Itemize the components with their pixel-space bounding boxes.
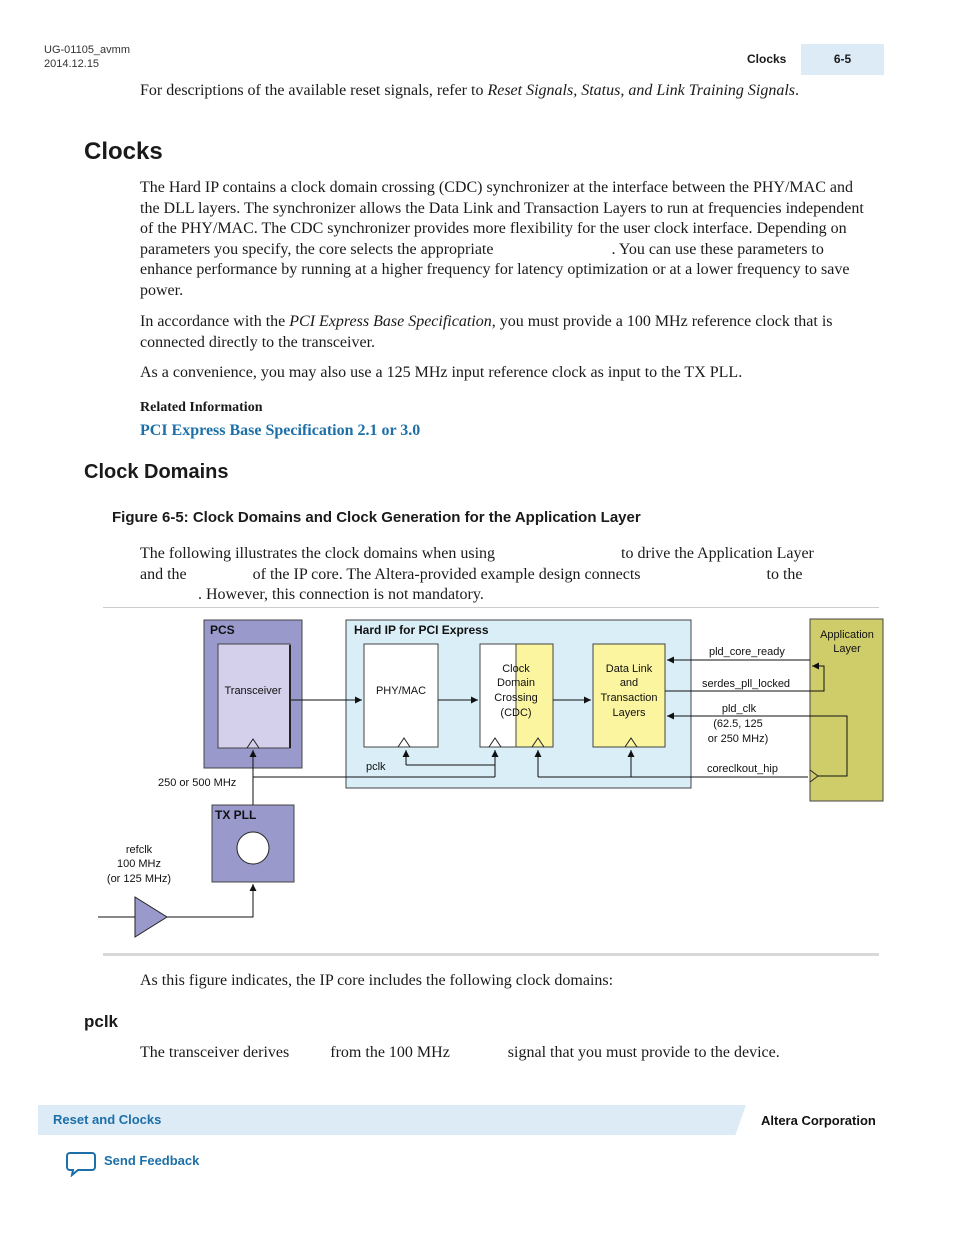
clock-domains-heading: Clock Domains <box>84 461 229 483</box>
intro-text: For descriptions of the available reset signals, refer to <box>140 82 488 99</box>
header-page-number: 6-5 <box>801 44 884 75</box>
app-line-2: Layer <box>833 643 861 655</box>
related-information-label: Related Information <box>140 400 263 415</box>
clocks-paragraph-3: As a convenience, you may also use a 125 MHz input reference clock as input to the TX PLL. <box>140 364 743 381</box>
clocks-paragraph-1 <box>140 178 875 301</box>
clocks-heading: Clocks <box>84 138 163 165</box>
fig-desc-1b: to drive the Application Layer <box>621 545 814 562</box>
serdes-pll-locked-label: serdes_pll_locked <box>702 678 791 690</box>
intro-paragraph <box>140 81 875 102</box>
pclk-heading: pclk <box>84 1012 119 1031</box>
intro-reference[interactable]: Reset Signals, Status, and Link Training Signals <box>487 82 796 99</box>
feedback-speech-bubble-icon[interactable] <box>66 1151 96 1177</box>
pld-clk-line-2: (62.5, 125 <box>713 718 763 730</box>
figure-bottom-rule <box>103 953 879 956</box>
document-id <box>44 43 130 71</box>
pld-core-ready-label: pld_core_ready <box>709 646 785 658</box>
dll-line-1: Data Link <box>605 663 653 675</box>
header-section-title: Clocks <box>747 52 787 66</box>
clocks-para1-end: . You can use these parameters to enhance performance by running at a higher frequency for latency optimization or at a lower frequency to save power. <box>140 240 850 299</box>
cdc-line-2: Domain <box>497 677 535 689</box>
fig-desc-3: . However, this connection is not mandatory. <box>198 586 484 603</box>
dll-line-4: Layers <box>612 707 646 719</box>
pclk-text-b: from the 100 MHz <box>330 1044 450 1061</box>
fig-desc-2a: and the <box>140 565 187 583</box>
pclk-text-a: The transceiver derives <box>140 1044 290 1061</box>
clocks-para1-text: The Hard IP contains a clock domain crossing (CDC) synchronizer at the interface between the PHY/MAC and the DLL layers. The synchronizer allows the Data Link and Transaction Layers to run at frequencies independent of the PHY/MAC. The CDC synchronizer provides more flexibility for the user clock interface. Depending on parameters you specify, the core selects the appropriate <box>140 179 864 258</box>
cdc-line-1: Clock <box>502 663 530 675</box>
freq-label: 250 or 500 MHz <box>158 777 237 789</box>
pclk-paragraph <box>140 1043 875 1064</box>
clocks-para2-italic: PCI Express Base Specification <box>289 313 492 330</box>
pll-oscillator-icon <box>237 832 269 864</box>
send-feedback-link[interactable]: Send Feedback <box>104 1153 200 1168</box>
footer-company: Altera Corporation <box>761 1113 876 1128</box>
refclk-line-1: refclk <box>125 844 153 856</box>
phymac-label: PHY/MAC <box>375 685 427 697</box>
dll-line-2: and <box>619 677 639 689</box>
cdc-line-4: (CDC) <box>500 707 532 719</box>
refclk-buffer-icon <box>135 897 167 937</box>
after-figure-paragraph: As this figure indicates, the IP core includes the following clock domains: <box>140 972 614 989</box>
figure-description <box>140 544 875 606</box>
doc-id-text: UG-01105_avmm <box>44 44 130 56</box>
doc-date: 2014.12.15 <box>44 58 100 70</box>
fig-desc-2b: of the IP core. The Altera-provided example design connects <box>252 565 641 583</box>
transceiver-label: Transceiver <box>224 685 282 697</box>
footer-chapter-link[interactable]: Reset and Clocks <box>53 1112 162 1127</box>
figure-title: Figure 6-5: Clock Domains and Clock Generation for the Application Layer <box>112 509 641 526</box>
fig-desc-2c: to the <box>766 565 803 583</box>
pld-clk-line-1: pld_clk <box>721 703 757 715</box>
app-line-1: Application <box>820 629 874 641</box>
hard-ip-label: Hard IP for PCI Express <box>354 623 489 637</box>
coreclkout-hip-label: coreclkout_hip <box>707 763 778 775</box>
pci-spec-link[interactable]: PCI Express Base Specification 2.1 or 3.0 <box>140 422 421 439</box>
tx-pll-label: TX PLL <box>215 808 257 822</box>
refclk-line-3: (or 125 MHz) <box>106 873 172 885</box>
pcs-label: PCS <box>210 623 235 637</box>
clocks-para2-text: In accordance with the <box>140 313 290 330</box>
figure-top-rule <box>103 607 879 608</box>
refclk-line-2: 100 MHz <box>116 858 162 870</box>
dll-line-3: Transaction <box>600 692 658 704</box>
pld-clk-line-3: or 250 MHz) <box>707 733 769 745</box>
fig-desc-1a: The following illustrates the clock domains when using <box>140 545 496 562</box>
pclk-label: pclk <box>366 761 386 773</box>
intro-period: . <box>795 82 800 99</box>
cdc-line-3: Crossing <box>494 692 538 704</box>
clocks-paragraph-2 <box>140 312 875 353</box>
clock-domains-diagram <box>96 610 896 950</box>
pclk-text-c: signal that you must provide to the device. <box>507 1044 780 1061</box>
clocks-para2-after: , you must provide a 100 MHz reference clock that is connected directly to the transceiver. <box>140 313 833 351</box>
